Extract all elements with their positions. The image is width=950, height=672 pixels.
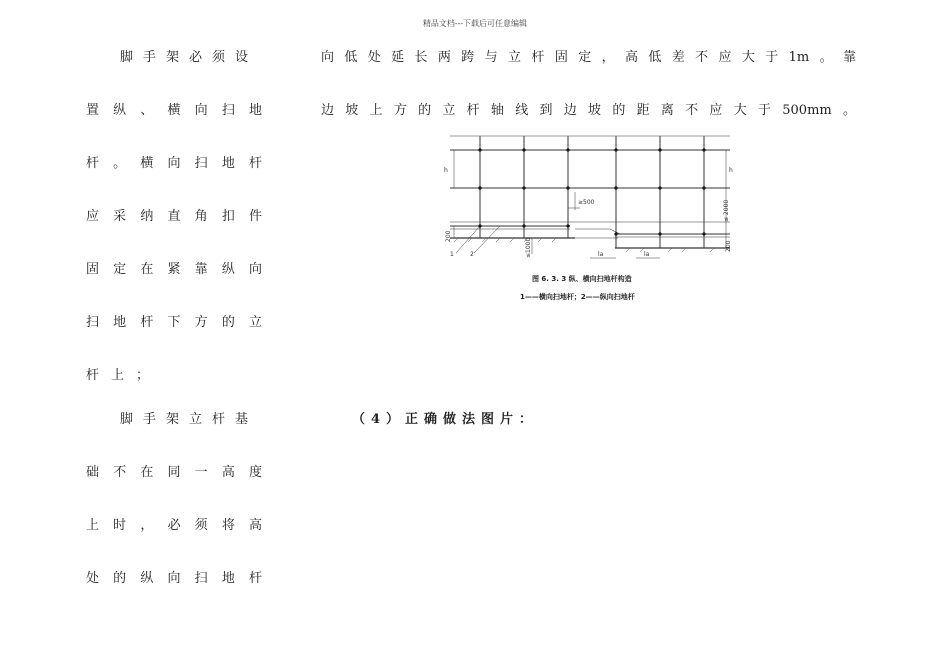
diagram-svg	[440, 130, 740, 310]
right-text-line: 边坡上方的立杆轴线到边坡的距离不应大于500mm。	[321, 103, 856, 118]
left-text-line: 置纵、横向扫地	[86, 103, 262, 118]
dim-label-le2000: ≤ 2000	[723, 199, 730, 222]
sweeping-rod-diagram	[440, 130, 740, 310]
left-text-line: 脚手架必须设	[120, 50, 259, 65]
dim-label-la-1: la	[598, 251, 604, 258]
dim-label-le1000: ≤1000	[525, 237, 532, 258]
left-text-line: 应采纳直角扣件	[86, 209, 262, 224]
dim-label-la-2: la	[644, 251, 650, 258]
marker-2: 2	[470, 251, 474, 258]
left-text-line: 杆。横向扫地杆	[86, 156, 262, 171]
figure-caption-title: 图 6. 3. 3 纵、横向扫地杆构造	[532, 275, 632, 283]
dim-label-200-left: 200	[445, 230, 452, 242]
left-text-line: 扫地杆下方的立	[86, 315, 262, 330]
left-text-line: 础不在同一高度	[86, 465, 262, 480]
dim-label-200-right: 200	[725, 240, 732, 252]
left-text-line: 处的纵向扫地杆	[86, 571, 262, 586]
dim-label-ge500: ≥500	[578, 199, 595, 206]
dim-label-h-left: h	[444, 167, 448, 174]
left-text-line: 上时，必须将高	[86, 518, 262, 533]
left-text-line: 脚手架立杆基	[120, 412, 259, 427]
right-text-line: 向低处延长两跨与立杆固定，高低差不应大于1m。靠	[321, 50, 856, 65]
page-header: 精品文档---下载后可任意编辑	[422, 19, 528, 28]
figure-caption-legend: 1——横向扫地杆；2——纵向扫地杆	[520, 293, 635, 301]
left-text-line: 固定在紧靠纵向	[86, 262, 262, 277]
left-text-line: 杆上；	[86, 368, 162, 383]
dim-label-h-right: h	[729, 167, 733, 174]
marker-1: 1	[450, 251, 454, 258]
section-heading: （4）正确做法图片：	[352, 412, 539, 427]
